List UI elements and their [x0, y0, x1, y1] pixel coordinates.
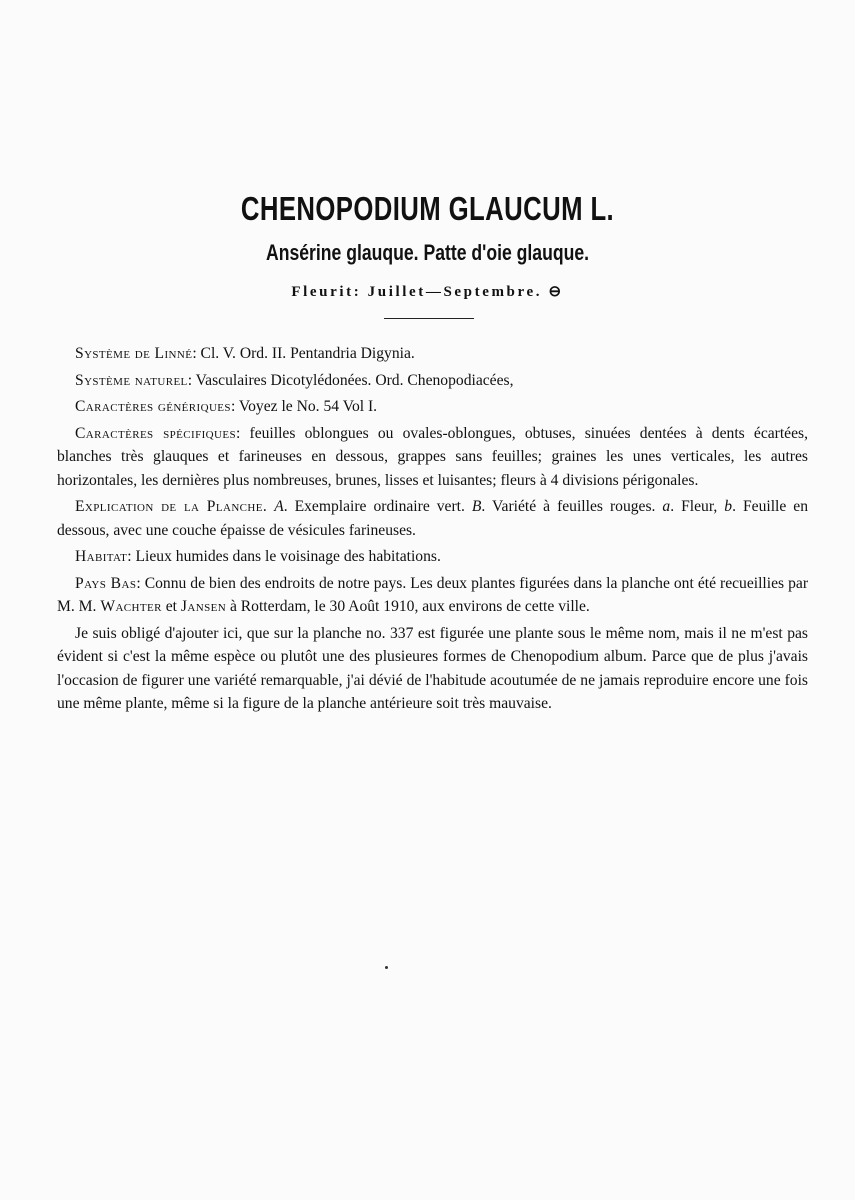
- text: : Lieux humides dans le voisinage des habitations.: [127, 548, 441, 565]
- letter: B: [471, 498, 482, 515]
- divider: [384, 318, 474, 319]
- page-title: CHENOPODIUM GLAUCUM L.: [240, 190, 615, 227]
- letter: b: [724, 498, 733, 515]
- label: Système naturel: [75, 371, 188, 389]
- text: Je suis obligé d'ajouter ici, que sur la planche no. 337 est figurée une plante sous le même nom, mais il ne m'est pas évident si c'est la même espèce ou plutôt une des plusieures formes de Chenopodium album. Parce que de plus j'avais l'occasion de figurer une variété remarquable, j'ai dévié de l'habitude acoutumée de ne jamais reproduire encore une fois une même plante, même si la figure de la planche antérieure soit très mauvaise.: [57, 624, 808, 712]
- collector-name: Jansen: [180, 598, 227, 615]
- label: Pays Bas: [75, 574, 137, 592]
- text: : Connu de bien des endroits de notre pays. Les deux plantes figurées dans la planche ont été recueillies par M. M.: [57, 574, 809, 615]
- text: : Vasculaires Dicotylédonées. Ord. Chenopodiacées,: [187, 371, 514, 389]
- paragraph-generiques: [57, 395, 808, 419]
- paragraph-pays-bas: [57, 572, 808, 619]
- text: . Fleur,: [670, 498, 725, 515]
- text: : Cl. V. Ord. II. Pentandria Digynia.: [192, 345, 415, 362]
- text: . Feuille en dessous, avec une couche épaisse de vésicules farineuses.: [57, 498, 808, 539]
- letter: a: [662, 498, 671, 515]
- text: et: [161, 598, 181, 615]
- paragraph-note: [57, 622, 808, 716]
- text: : Voyez le No. 54 Vol I.: [230, 398, 378, 415]
- text: . Variété à feuilles rouges.: [481, 498, 663, 515]
- letter: A: [274, 498, 284, 515]
- text: : feuilles oblongues ou ovales-oblongues, obtuses, sinuées dentées à dents écartées, blanches très glauques et farineuses en dessous, grappes sans feuilles; graines les unes verticales, les autres horizontales, les dernières plus nombreuses, brunes, lisses et luisantes; fleurs à 4 divisions périgonales.: [57, 424, 808, 489]
- label: Explication de la Planche.: [75, 498, 268, 515]
- paragraph-habitat: [57, 545, 808, 569]
- label: Caractères spécifiques: [75, 424, 237, 442]
- description-body: [57, 342, 808, 719]
- label: Système de Linné: [75, 345, 193, 362]
- paragraph-linne: [57, 342, 808, 366]
- paragraph-naturel: [57, 369, 808, 393]
- collector-name: Wachter: [100, 598, 162, 615]
- paragraph-specifiques: [57, 422, 808, 493]
- text: . Exemplaire ordinaire vert.: [283, 498, 472, 515]
- common-names: Ansérine glauque. Patte d'oie glauque.: [266, 240, 589, 265]
- paragraph-explication: [57, 495, 808, 542]
- speck: [385, 966, 388, 969]
- label: Habitat: [75, 548, 128, 565]
- text: à Rotterdam, le 30 Août 1910, aux environs de cette ville.: [226, 598, 590, 615]
- label: Caractères génériques: [75, 398, 231, 415]
- flowering-period: Fleurit: Juillet—Septembre. ⊖: [291, 284, 564, 300]
